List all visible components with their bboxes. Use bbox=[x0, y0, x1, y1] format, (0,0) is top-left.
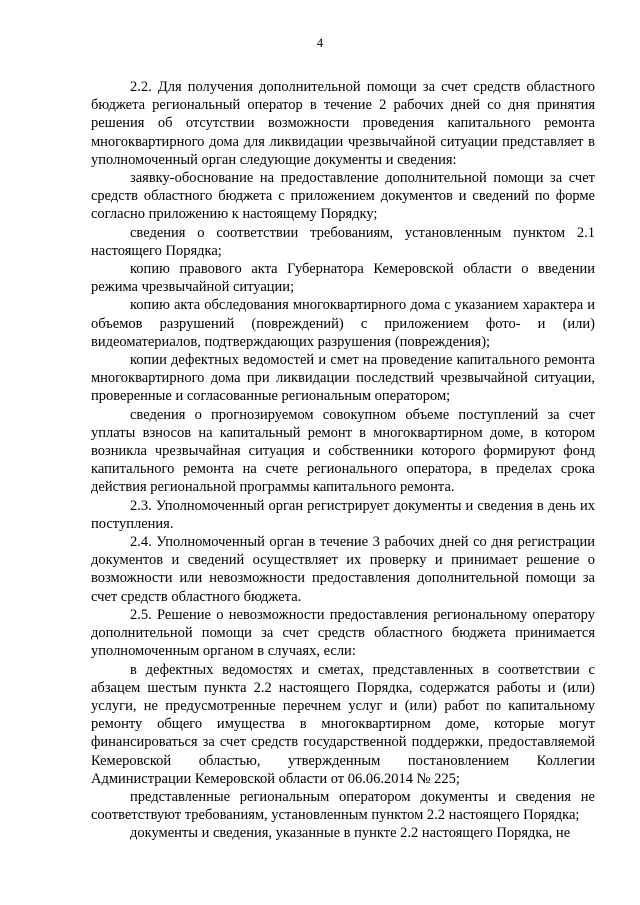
paragraph-forecast-info: сведения о прогнозируемом совокупном объеме поступлений за счет уплаты взносов на капитальный ремонт в многоквартирном доме, в котором возникла чрезвычайная ситуация и собственники которого формируют фонд капитального ремонта на счете регионального оператора, в пределах срока действия региональной программы капитального ремонта. bbox=[91, 406, 595, 496]
paragraph-2-5: 2.5. Решение о невозможности предоставления региональному оператору дополнительной помощи за счет средств областного бюджета принимается уполномоченным органом в случаях, если: bbox=[91, 606, 595, 660]
paragraph-inspection-act: копию акта обследования многоквартирного дома с указанием характера и объемов разрушений (повреждений) с приложением фото- и (или) видеоматериалов, подтверждающих разрушения (повреждения); bbox=[91, 297, 595, 350]
paragraph-2-2: 2.2. Для получения дополнительной помощи за счет средств областного бюджета региональный оператор в течение 2 рабочих дней со дня принятия решения об отсутствии возможности проведения капитального ремонта многоквартирного дома для ликвидации чрезвычайной ситуации представляет в уполномоченный орган следующие документы и сведения: bbox=[91, 79, 595, 168]
paragraph-defect-works: в дефектных ведомостях и сметах, представленных в соответствии с абзацем шестым пункта 2.2 настоящего Порядка, содержатся работы и (или) услуги, не предусмотренные перечнем услуг и (или) работ по капитальному ремонту общего имущества в многоквартирном доме, которые могут финансироваться за счет средств государственной поддержки, предоставляемой Кемеровской областью, утвержденным постановлением Коллегии Администрации Кемеровской области от 06.06.2014 № 225; bbox=[91, 661, 595, 787]
paragraph-governor-act: копию правового акта Губернатора Кемеровской области о введении режима чрезвычайной ситуации; bbox=[91, 261, 595, 296]
paragraph-2-3: 2.3. Уполномоченный орган регистрирует документы и сведения в день их поступления. bbox=[91, 497, 595, 532]
paragraph-compliance-info: сведения о соответствии требованиям, установленным пунктом 2.1 настоящего Порядка; bbox=[91, 224, 595, 259]
paragraph-defect-statements: копии дефектных ведомостей и смет на проведение капитального ремонта многоквартирного дома при ликвидации последствий чрезвычайной ситуации, проверенные и согласованные региональным оператором; bbox=[91, 352, 595, 405]
paragraph-documents: документы и сведения, указанные в пункте 2.2 настоящего Порядка, не bbox=[130, 825, 571, 842]
paragraph-noncompliance: представленные региональным оператором документы и сведения не соответствуют требованиям, установленным пунктом 2.2 настоящего Порядка; bbox=[91, 788, 595, 824]
document-body bbox=[91, 78, 595, 843]
paragraph-application: заявку-обоснование на предоставление дополнительной помощи за счет средств областного бюджета с приложением документов и сведений по форме согласно приложению к настоящему Порядку; bbox=[91, 170, 595, 223]
paragraph-2-4: 2.4. Уполномоченный орган в течение 3 рабочих дней со дня регистрации документов и сведений осуществляет их проверку и принимает решение о возможности или невозможности предоставления дополнительной помощи за счет средств областного бюджета. bbox=[91, 534, 595, 605]
page-number: 4 bbox=[316, 36, 324, 50]
